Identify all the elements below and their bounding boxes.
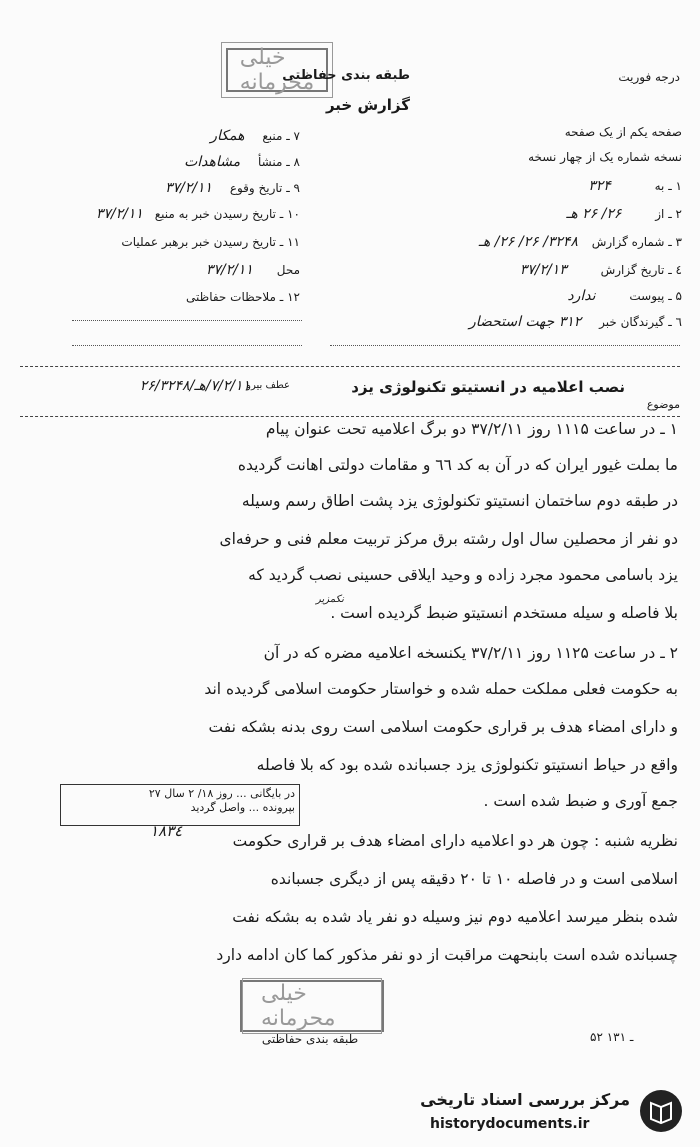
priority-label: درجه فوریت — [618, 70, 680, 84]
field-source-label: ۷ ـ منبع — [262, 129, 300, 143]
field-report-number — [370, 234, 682, 250]
body-line: نظریه شنبه : چون هر دو اعلامیه دارای امضاء هدف بر قراری حکومت — [232, 832, 678, 850]
copy-line: نسخه شماره یک از چهار نسخه — [528, 150, 682, 164]
field-report-date — [370, 262, 682, 278]
dotted-line — [72, 320, 302, 321]
subject-reference: ۷/۲/۱۱/هـ/۲۶/۳۲۴۸ — [139, 378, 250, 394]
body-line: شده بنظر میرسد اعلامیه دوم نیز وسیله دو نفر یاد شده به بشکه نفت — [232, 908, 678, 926]
report-title: گزارش خبر — [325, 96, 410, 114]
form-number: ۵۲ ـ ۱۳۱ — [590, 1030, 634, 1044]
field-occurrence-date — [70, 180, 300, 196]
field-to-label: ۱ ـ به — [654, 179, 682, 193]
field-source — [70, 128, 300, 144]
field-protection-notes — [70, 290, 300, 304]
field-received-by-source — [70, 206, 300, 222]
field-attachment — [440, 288, 682, 304]
body-line: ۲ ـ در ساعت ۱۱۲۵ روز ۳۷/۲/۱۱ یکنسخه اعلامیه مضره که در آن — [263, 644, 678, 662]
bottom-classification-label: طبقه بندی حفاظتی — [261, 1032, 359, 1046]
field-origin-label: ۸ ـ منشأ — [257, 155, 300, 169]
field-received-by-source-value: ۳۷/۲/۱۱ — [95, 206, 143, 222]
field-place — [70, 262, 300, 278]
field-to-value: ۳۲۴ — [588, 178, 611, 194]
page-line: صفحه یکم از یک صفحه — [564, 125, 682, 139]
field-place-label: محل — [276, 263, 300, 277]
field-from — [430, 206, 682, 222]
book-icon — [647, 1097, 675, 1125]
field-recipients — [330, 314, 682, 330]
archive-stamp-line: بپرونده ... واصل گردید — [190, 801, 295, 814]
classification-label: طبقه بندی حفاظتی — [282, 68, 410, 83]
archive-stamp-line: در بایگانی ... روز ۱۸/ ۲ سال ۲۷ — [148, 787, 295, 800]
body-line: ما بملت غیور ایران که در آن به کد ٦٦ و مقامات دولتی اهانت گردیده — [237, 456, 678, 474]
field-protection-notes-label: ۱۲ ـ ملاحظات حفاظتی — [186, 290, 300, 304]
body-line: واقع در حیاط انستیتو تکنولوژی یزد جسبانده شده بود که بلا فاصله — [256, 756, 678, 774]
handwritten-note: نکمزیر — [316, 594, 344, 605]
divider-rule — [20, 366, 680, 367]
body-line: و دارای امضاء هدف بر قراری حکومت اسلامی است روی بدنه بشکه نفت — [208, 718, 678, 736]
body-line: دو نفر از محصلین سال اول رشته برق مرکز تربیت معلم فنی و حرفه‌ای — [219, 530, 678, 548]
field-report-number-value: ۳۲۴۸/ ۲۶/ ۲۶/ هـ — [478, 234, 578, 250]
archive-url: historydocuments.ir — [430, 1116, 590, 1132]
field-origin-value: مشاهدات — [184, 154, 241, 170]
field-place-value: ۳۷/۲/۱۱ — [205, 262, 253, 278]
field-recipients-value: ۳۱۲ جهت استحضار — [468, 314, 582, 330]
field-to — [430, 178, 682, 194]
field-occurrence-date-value: ۳۷/۲/۱۱ — [164, 180, 212, 196]
field-from-value: ۲۶/ ۲۶ هـ — [566, 206, 622, 222]
bottom-classification-stamp — [240, 980, 384, 1032]
body-line: ۱ ـ در ساعت ۱۱۱۵ روز ۳۷/۲/۱۱ دو برگ اعلامیه تحت عنوان پیام — [265, 420, 678, 438]
field-report-date-label: ٤ ـ تاریخ گزارش — [600, 263, 682, 277]
archive-logo-icon — [640, 1090, 682, 1132]
field-report-number-label: ۳ ـ شماره گزارش — [591, 235, 682, 249]
field-occurrence-date-label: ۹ ـ تاریخ وقوع — [229, 181, 300, 195]
field-received-by-ops — [70, 235, 300, 249]
subject-label: موضوع — [646, 398, 680, 411]
body-line: اسلامی است و در فاصله ۱۰ تا ۲۰ دقیقه پس از دیگری جسبانده — [270, 870, 678, 888]
field-source-value: همکار — [210, 128, 245, 144]
archive-org-name: مرکز بررسی اسناد تاریخی — [420, 1090, 630, 1109]
body-line: بلا فاصله و سیله مستخدم انستیتو ضبط گردیده است . — [330, 604, 678, 622]
body-line: جمع آوری و ضبط شده است . — [483, 792, 678, 810]
field-attachment-label: ۵ ـ پیوست — [629, 289, 682, 303]
body-line: یزد باسامی محمود مجرد زاده و وحید ایلاقی حسینی نصب گردید که — [248, 566, 678, 584]
archive-stamp-box — [60, 784, 300, 826]
bottom-stamp-text: خیلی محرمانه — [242, 978, 382, 1034]
subject-text: نصب اعلامیه در انستیتو تکنولوژی یزد — [351, 378, 625, 396]
dotted-line — [330, 345, 680, 346]
field-from-label: ۲ ـ از — [655, 207, 682, 221]
body-line: به حکومت فعلی مملکت حمله شده و خواستار حکومت اسلامی گردیده اند — [204, 680, 678, 698]
divider-rule — [20, 416, 680, 417]
dotted-line — [72, 345, 302, 346]
field-attachment-value: ندارد — [567, 288, 596, 304]
body-line: در طبقه دوم ساختمان انستیتو تکنولوژی یزد پشت اطاق رسم وسیله — [241, 492, 678, 510]
field-received-by-source-label: ۱۰ ـ تاریخ رسیدن خبر به منبع — [154, 207, 300, 221]
top-stamp-text: خیلی محرمانه — [221, 42, 334, 98]
subject-note: عطف بیرو — [246, 380, 290, 391]
field-origin — [70, 154, 300, 170]
field-report-date-value: ۳۷/۲/۱۳ — [519, 262, 567, 278]
field-received-by-ops-label: ۱۱ ـ تاریخ رسیدن خبر برهبر عملیات — [121, 235, 300, 249]
archive-number: ۱۸۳٤ — [150, 822, 183, 840]
body-line: چسبانده شده است بابنحهت مراقبت از دو نفر مذکور کما کان ادامه دارد — [216, 946, 678, 964]
field-recipients-label: ٦ ـ گیرندگان خبر — [599, 315, 682, 329]
